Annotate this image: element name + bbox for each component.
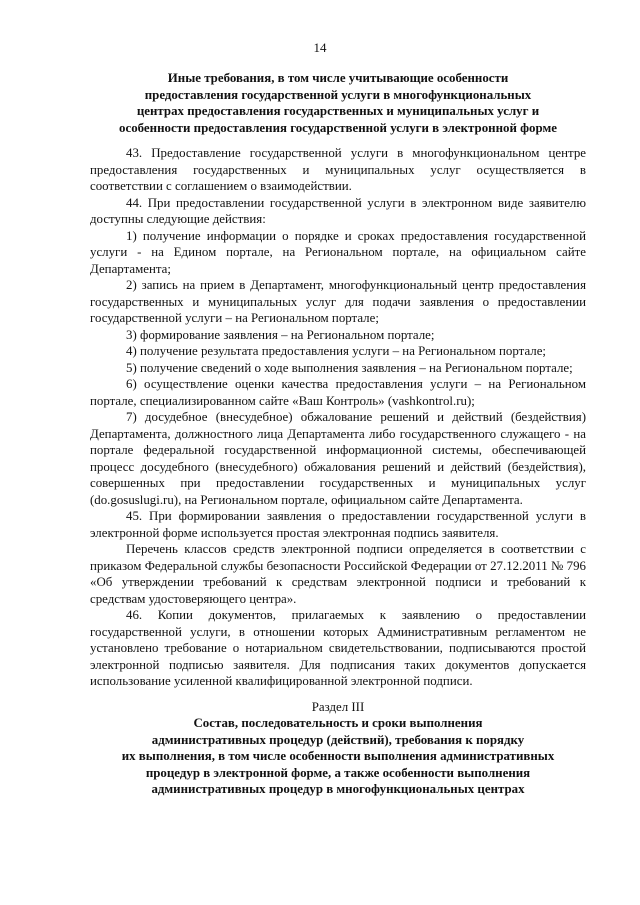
heading-line: административных процедур (действий), требования к порядку	[151, 732, 525, 747]
paragraph-46: 46. Копии документов, прилагаемых к заявлению о предоставлении государственной услуги, в отношении которых Административным регламентом не установлено требование о нотариальном свидетельствовании, подписываются простой электронной подписью заявителя. Для подписания таких документов допускается использование усиленной квалифицированной электронной подписи.	[90, 608, 586, 688]
paragraph-43: 43. Предоставление государственной услуги в многофункциональном центре предоставления государственных и муниципальных услуг осуществляется в соответствии с соглашением о взаимодействии.	[90, 146, 586, 193]
section-heading	[90, 70, 586, 136]
list-item-1: 1) получение информации о порядке и сроках предоставления государственной услуги - на Едином портале, на Региональном портале, на официальном сайте Департамента;	[90, 228, 586, 276]
list-item-3: 3) формирование заявления – на Региональном портале;	[126, 327, 435, 342]
heading-line: особенности предоставления государственной услуги в электронной форме	[119, 120, 557, 135]
section-label: Раздел III	[311, 699, 365, 714]
list-item-4: 4) получение результата предоставления услуги – на Региональном портале;	[126, 344, 547, 358]
paragraph-44: 44. При предоставлении государственной услуги в электронном виде заявителю доступны следующие действия:	[90, 195, 586, 226]
paragraph-45: 45. При формировании заявления о предоставлении государственной услуги в электронной форме используется простая электронная подпись заявителя.	[90, 509, 586, 540]
list-item-2: 2) запись на прием в Департамент, многофункциональный центр предоставления государственных и муниципальных услуг для подачи заявления о предоставлении государственной услуги – на Региональном портале;	[90, 278, 586, 325]
page-number: 14	[313, 40, 327, 55]
section-heading-2	[90, 715, 586, 798]
list-item-7: 7) досудебное (внесудебное) обжалование решений и действий (бездействия) Департамента, должностного лица Департамента либо государственного служащего - на портале федеральной государственной информационной системы, обеспечивающей процесс досудебного (внесудебного) обжалования решений и действий (бездействия), совершенных при предоставлении государственных и муниципальных услуг (do.gosuslugi.ru), на Региональном портале, официальном сайте Департамента.	[90, 410, 586, 507]
document-body	[90, 70, 586, 798]
paragraph-signature-classes: Перечень классов средств электронной подписи определяется в соответствии с приказом Федеральной службы безопасности Российской Федерации от 27.12.2011 № 796 «Об утверждении требований к средствам электронной подписи и требований к средствам удостоверяющего центра».	[90, 542, 586, 606]
heading-line: административных процедур в многофункциональных центрах	[151, 782, 525, 796]
list-item-6: 6) осуществление оценки качества предоставления услуги – на Региональном портале, специализированном сайте «Ваш Контроль» (vashkontrol.ru);	[90, 377, 586, 408]
heading-line: предоставления государственной услуги в многофункциональных	[144, 87, 532, 102]
heading-line: их выполнения, в том числе особенности выполнения административных	[121, 749, 555, 763]
heading-line: Иные требования, в том числе учитывающие особенности	[167, 71, 509, 85]
list-item-5: 5) получение сведений о ходе выполнения заявления – на Региональном портале;	[126, 360, 573, 375]
heading-line: центрах предоставления государственных и муниципальных услуг и	[136, 104, 540, 118]
heading-line: процедур в электронной форме, а также особенности выполнения	[145, 765, 531, 780]
heading-line: Состав, последовательность и сроки выполнения	[193, 716, 483, 730]
